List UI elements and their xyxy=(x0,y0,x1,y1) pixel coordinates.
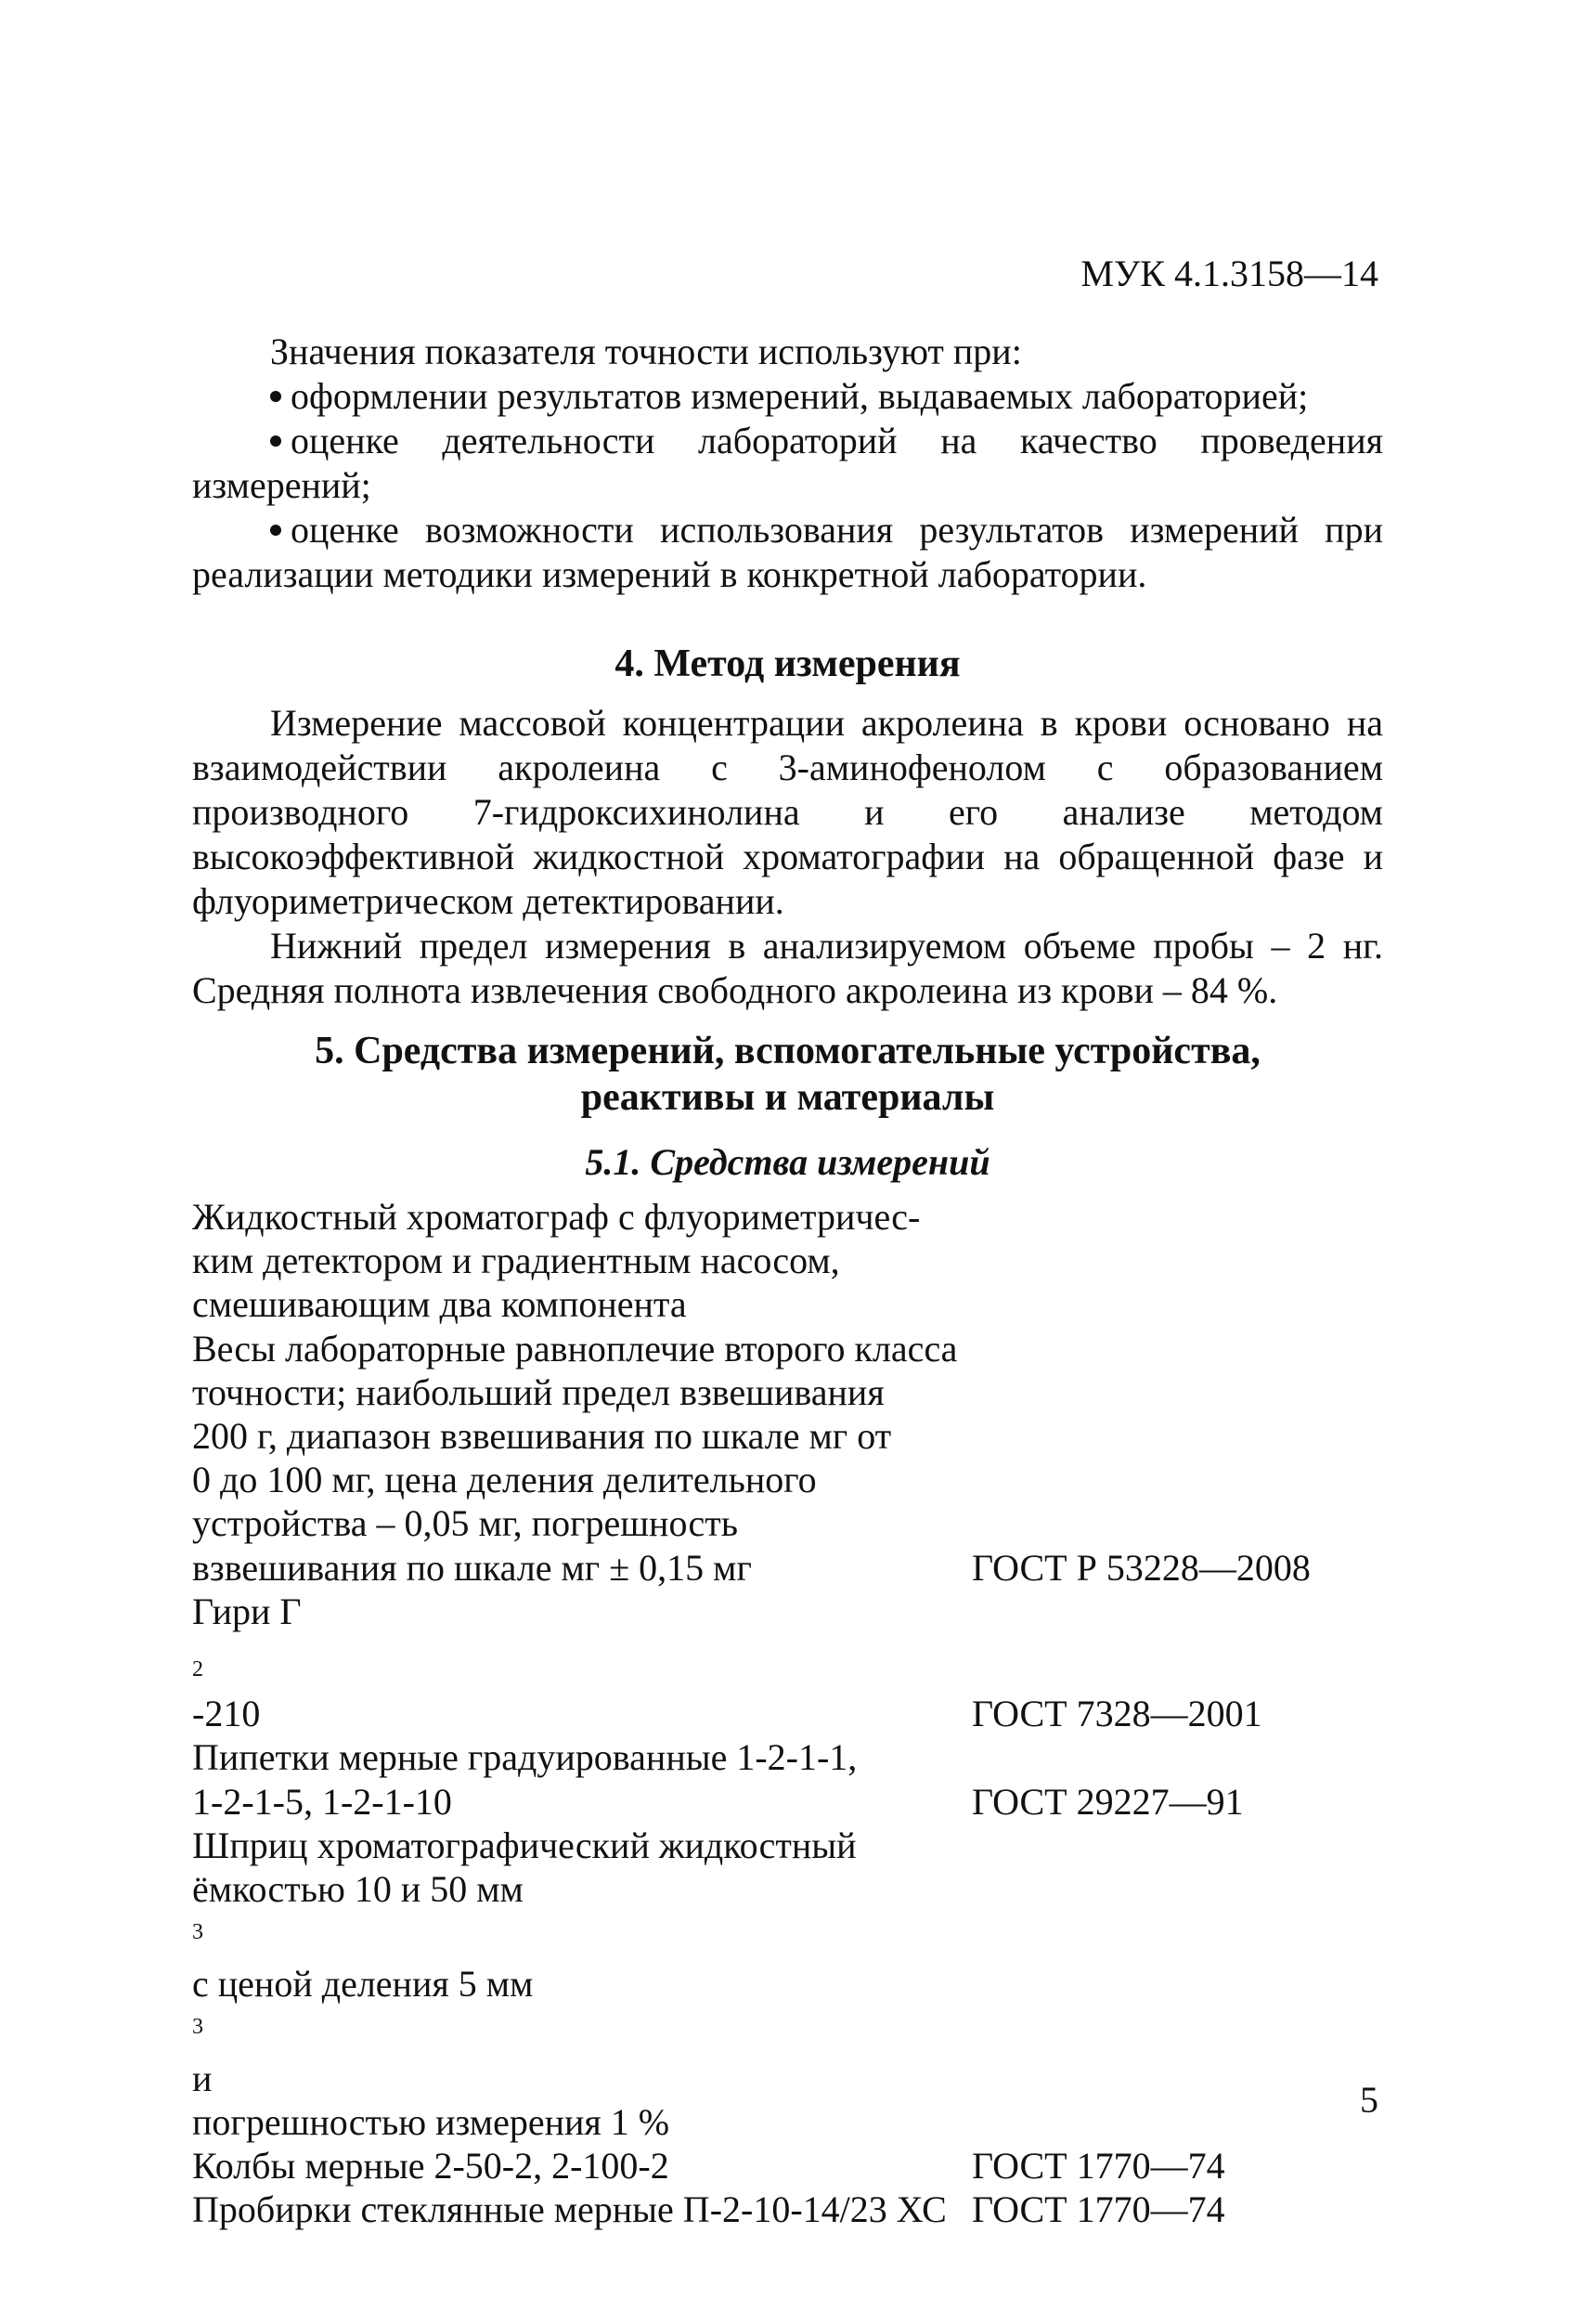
equipment-item xyxy=(192,1735,1390,1823)
equipment-standard: ГОСТ 7328—2001 xyxy=(972,1693,1262,1735)
subsection-5-1-title: 5.1. Средства измерений xyxy=(585,1141,990,1183)
intro-lead: Значения показателя точности используют при: xyxy=(270,331,1022,372)
intro-block xyxy=(192,330,1383,597)
equipment-description xyxy=(192,1735,972,1823)
section-5-title-line-1: 5. Средства измерений, вспомогательные устройства, xyxy=(315,1030,1261,1072)
equipment-description xyxy=(192,1824,972,2144)
bullet-icon xyxy=(270,391,281,402)
bullet-text: оценке деятельности лабораторий на качество проведения измерений; xyxy=(192,420,1383,506)
equipment-item xyxy=(192,1824,1390,2144)
equipment-line: ким детектором и градиентным насосом, xyxy=(192,1240,840,1282)
equipment-line: устройства – 0,05 мг, погрешность xyxy=(192,1502,738,1545)
equipment-line xyxy=(192,1867,972,2100)
document-code: МУК 4.1.3158—14 xyxy=(1080,253,1378,294)
equipment-line: взвешивания по шкале мг ± 0,15 мг xyxy=(192,1546,752,1589)
section-4-body xyxy=(192,701,1383,1013)
equipment-description xyxy=(192,2188,972,2231)
equipment-item xyxy=(192,1195,1390,1327)
equipment-line: Шприц хроматографический жидкостный xyxy=(192,1824,857,1866)
equipment-item xyxy=(192,1327,1390,1590)
bullet-item-1 xyxy=(192,374,1383,419)
page-number: 5 xyxy=(1360,2079,1378,2121)
bullet-item-3 xyxy=(192,508,1383,597)
bullet-text: оформлении результатов измерений, выдаваемых лабораторией; xyxy=(291,375,1309,417)
bullet-item-2 xyxy=(192,419,1383,508)
equipment-line: Весы лабораторные равноплечие второго класса xyxy=(192,1327,958,1370)
bullet-icon xyxy=(270,525,281,536)
equipment-line: Пробирки стеклянные мерные П-2-10-14/23 ХС xyxy=(192,2188,947,2231)
equipment-line xyxy=(192,1590,972,1736)
equipment-list xyxy=(192,1195,1390,2231)
equipment-description xyxy=(192,1327,972,1590)
section-5-title-line-2: реактивы и материалы xyxy=(580,1076,995,1119)
equipment-item xyxy=(192,2144,1390,2188)
equipment-line: точности; наибольший предел взвешивания xyxy=(192,1370,885,1413)
equipment-line: 1-2-1-5, 1-2-1-10 xyxy=(192,1780,452,1823)
equipment-description xyxy=(192,1195,972,1327)
equipment-item xyxy=(192,1590,1390,1736)
equipment-line: 200 г, диапазон взвешивания по шкале мг от xyxy=(192,1415,892,1458)
equipment-line: погрешностью измерения 1 % xyxy=(192,2100,670,2143)
equipment-text: Гири Г xyxy=(192,1590,302,1632)
section-4-paragraph-2: Нижний предел измерения в анализируемом объеме пробы – 2 нг. Средняя полнота извлечения свободного акролеина из крови – 84 %. xyxy=(192,925,1383,1011)
equipment-standard: ГОСТ 1770—74 xyxy=(972,2144,1225,2187)
equipment-standard: ГОСТ Р 53228—2008 xyxy=(972,1546,1311,1589)
equipment-standard: ГОСТ 29227—91 xyxy=(972,1780,1244,1823)
equipment-line: Жидкостный хроматограф с флуориметричес- xyxy=(192,1196,921,1238)
equipment-description xyxy=(192,2144,972,2188)
equipment-standard: ГОСТ 1770—74 xyxy=(972,2188,1225,2231)
section-5-title xyxy=(192,1028,1383,1121)
superscript: 3 xyxy=(192,2014,203,2039)
section-4-paragraph-1: Измерение массовой концентрации акролеина в крови основано на взаимодействии акролеина с 3-аминофенолом с образованием производного 7-гидроксихинолина и его анализе методом высокоэффективной жидкостной хроматографии на обращенной фазе и флуориметрическом детектировании. xyxy=(192,702,1383,922)
equipment-text: с ценой деления 5 мм xyxy=(192,1962,534,2005)
equipment-line: смешивающим два компонента xyxy=(192,1283,687,1326)
equipment-line: 0 до 100 мг, цена деления делительного xyxy=(192,1459,817,1501)
bullet-icon xyxy=(270,435,281,447)
equipment-text: ёмкостью 10 и 50 мм xyxy=(192,1868,524,1911)
superscript: 3 xyxy=(192,1920,203,1945)
equipment-line: Пипетки мерные градуированные 1-2-1-1, xyxy=(192,1736,858,1779)
equipment-item xyxy=(192,2188,1390,2231)
equipment-line: Колбы мерные 2-50-2, 2-100-2 xyxy=(192,2144,669,2187)
bullet-text: оценке возможности использования результатов измерений при реализации методики измерений в конкретной лаборатории. xyxy=(192,509,1383,595)
subscript: 2 xyxy=(192,1657,203,1682)
section-4-title: 4. Метод измерения xyxy=(614,643,961,685)
equipment-description xyxy=(192,1590,972,1736)
equipment-text: и xyxy=(192,2057,213,2099)
equipment-text: -210 xyxy=(192,1693,261,1735)
